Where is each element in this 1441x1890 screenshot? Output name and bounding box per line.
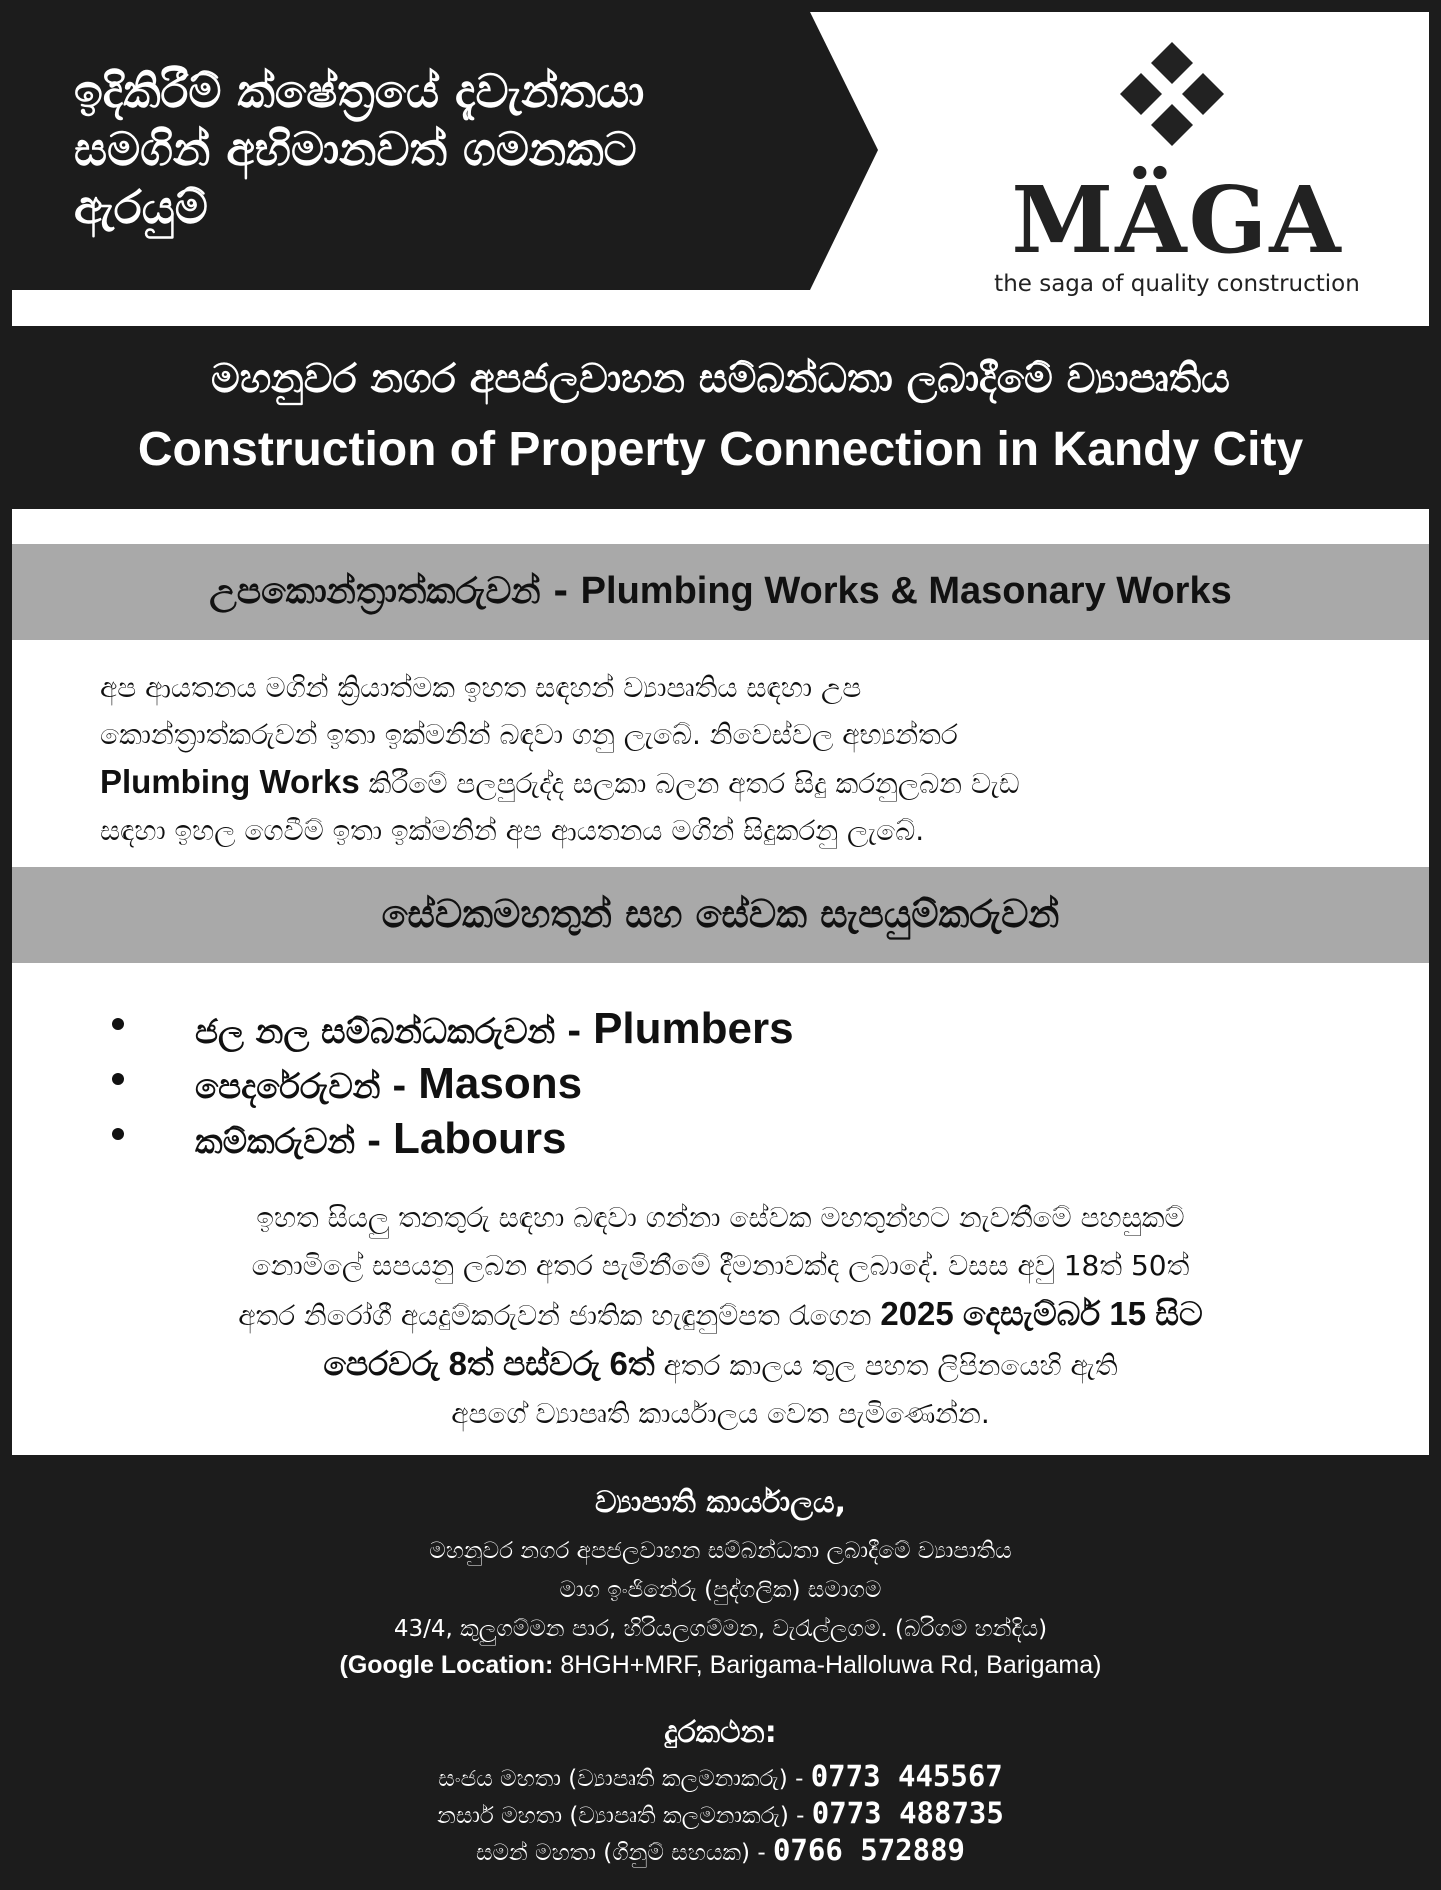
paragraph-line: කොන්ත්‍රාත්කරුවන් ඉතා ඉක්මනින් බඳවා ගනු ලැබේ. නිවෙස්වල අභ්‍යන්තර: [100, 718, 958, 751]
role-label: [195, 1004, 794, 1054]
role-english: Labours: [392, 1114, 567, 1163]
logo-tagline: the saga of quality construction: [994, 271, 1360, 297]
content-panel: [12, 509, 1429, 1455]
diamond-grid-icon: [1120, 42, 1224, 146]
footer-contact: [12, 1455, 1429, 1878]
role-sinhala: පෙදරේරුවන්: [195, 1067, 381, 1107]
role-separator: -: [355, 1122, 393, 1162]
tagline-line: ඉදිකිරීම් ක්ෂේත්‍රයේ දැවැන්තයා: [74, 64, 645, 118]
bullet-icon: [112, 1018, 124, 1030]
office-address: 43/4, කුලුගම්මන පාර, හිරියලගම්මන, වැරැල්ලගම. (බරිගම හන්දිය): [393, 1616, 1048, 1642]
tagline-line: ඇරයුම්: [74, 180, 208, 234]
logo-wordmark: MÄGA: [1011, 166, 1343, 274]
location-value: 8HGH+MRF, Barigama-Halloluwa Rd, Barigama): [553, 1651, 1102, 1679]
office-hours: පෙරවරු 8ත් පස්වරු 6ත්: [323, 1345, 655, 1382]
location-label: (Google Location:: [339, 1651, 554, 1679]
list-item: [112, 1106, 1112, 1161]
workers-heading: සේවකමහතුන් සහ සේවක සැපයුම්කරුවන්: [381, 892, 1060, 936]
subcontractors-heading-en: Plumbing Works & Masonary Works: [580, 570, 1232, 612]
google-location: [12, 1651, 1429, 1680]
tagline-line: සමගින් අභිමානවත් ගමනකට: [74, 122, 637, 176]
bullet-icon: [112, 1128, 124, 1140]
company-logo: [972, 42, 1382, 302]
contact-name: නසාර් මහතා (ව්‍යාපෘති කලමනාකරු) -: [437, 1803, 812, 1829]
workers-paragraph: [72, 1194, 1369, 1438]
project-title-english: Construction of Property Connection in Kandy City: [137, 423, 1304, 476]
role-separator: -: [555, 1012, 594, 1052]
contact-row: [12, 1796, 1429, 1830]
phone-number[interactable]: 0773 445567: [810, 1759, 1003, 1793]
subcontractors-paragraph: [100, 664, 1360, 854]
contact-row: [12, 1833, 1429, 1867]
role-sinhala: ජල නල සම්බන්ධකරුවන්: [195, 1012, 556, 1052]
paragraph-line: [100, 758, 1360, 807]
roles-list: [112, 996, 1112, 1161]
phone-number[interactable]: 0766 572889: [772, 1833, 965, 1867]
paragraph-text: අතර නිරෝගී අයදුම්කරුවන් ජාතික හැඳුනුම්පත රැගෙන: [238, 1299, 881, 1332]
paragraph-line: ඉහත සියලු තනතුරු සඳහා බඳවා ගන්නා සේවක මහතුන්හට නැවතීමේ පහසුකම්: [256, 1201, 1185, 1234]
plumbing-works-term: Plumbing Works: [100, 763, 360, 800]
office-line: මාග ඉංජිනේරු (පුද්ගලික) සමාගම: [559, 1577, 882, 1603]
role-label: [195, 1114, 567, 1164]
role-sinhala: කම්කරුවන්: [195, 1122, 356, 1162]
role-label: [195, 1059, 582, 1109]
header: [12, 12, 1429, 326]
office-line: මහනුවර නගර අපජලවාහන සම්බන්ධතා ලබාදීමේ ව්‍යාපාතිය: [429, 1538, 1012, 1564]
bullet-icon: [112, 1073, 124, 1085]
start-date: 2025 දෙසැම්බර් 15 සිට: [880, 1295, 1203, 1332]
phone-heading: දුරකථන:: [664, 1715, 777, 1750]
tagline: [74, 62, 814, 236]
subcontractors-heading-si: උපකොන්ත්‍රාත්කරුවන්: [209, 571, 541, 612]
role-english: Masons: [418, 1059, 583, 1108]
list-item: [112, 996, 1112, 1051]
contact-name: සමන් මහතා (ගිනුම් සහයක) -: [475, 1840, 773, 1866]
paragraph-text: අතර කාලය තුල පහත ලිපිනයෙහි ඇති: [654, 1349, 1118, 1382]
project-title-sinhala: මහනුවර නගර අපජලවාහන සම්බන්ධතා ලබාදීමේ ව්‍යාපෘතිය: [211, 356, 1230, 402]
paragraph-line: [72, 1290, 1369, 1340]
office-title: ව්‍යාපාති කාර්යාලය,: [595, 1485, 846, 1520]
paragraph-line: අපගේ ව්‍යාපෘති කාර්යාලය වෙත පැමිණෙන්න.: [451, 1397, 990, 1430]
role-separator: -: [380, 1067, 419, 1107]
subcontractors-heading-band: [12, 544, 1429, 640]
project-title-band: [12, 326, 1429, 509]
subcontractors-heading: [12, 570, 1429, 613]
workers-heading-band: [12, 867, 1429, 963]
contact-name: සංජය මහතා (ව්‍යාපෘති කලමනාකරු) -: [438, 1766, 811, 1792]
paragraph-line: අප ආයතනය මගින් ක්‍රියාත්මක ඉහත සඳහන් ව්‍යාපෘතිය සඳහා උප: [100, 671, 862, 704]
paragraph-text: කිරීමේ පලපුරුද්ද සලකා බලන අතර සිදු කරනුලබන වැඩ: [359, 767, 1020, 800]
paragraph-line: [72, 1340, 1369, 1390]
paragraph-line: නොමිලේ සපයනු ලබන අතර පැමිනීමේ දීමනාවක්ද ලබාදේ. වසස අවු 18ත් 50ත්: [251, 1249, 1190, 1282]
list-item: [112, 1051, 1112, 1106]
phone-number[interactable]: 0773 488735: [811, 1796, 1004, 1830]
paragraph-line: සඳහා ඉහල ගෙවීම් ඉතා ඉක්මනින් අප ආයතනය මගින් සිදුකරනු ලැබේ.: [100, 814, 925, 847]
heading-separator: -: [540, 571, 581, 612]
contact-row: [12, 1759, 1429, 1793]
role-english: Plumbers: [593, 1004, 794, 1053]
